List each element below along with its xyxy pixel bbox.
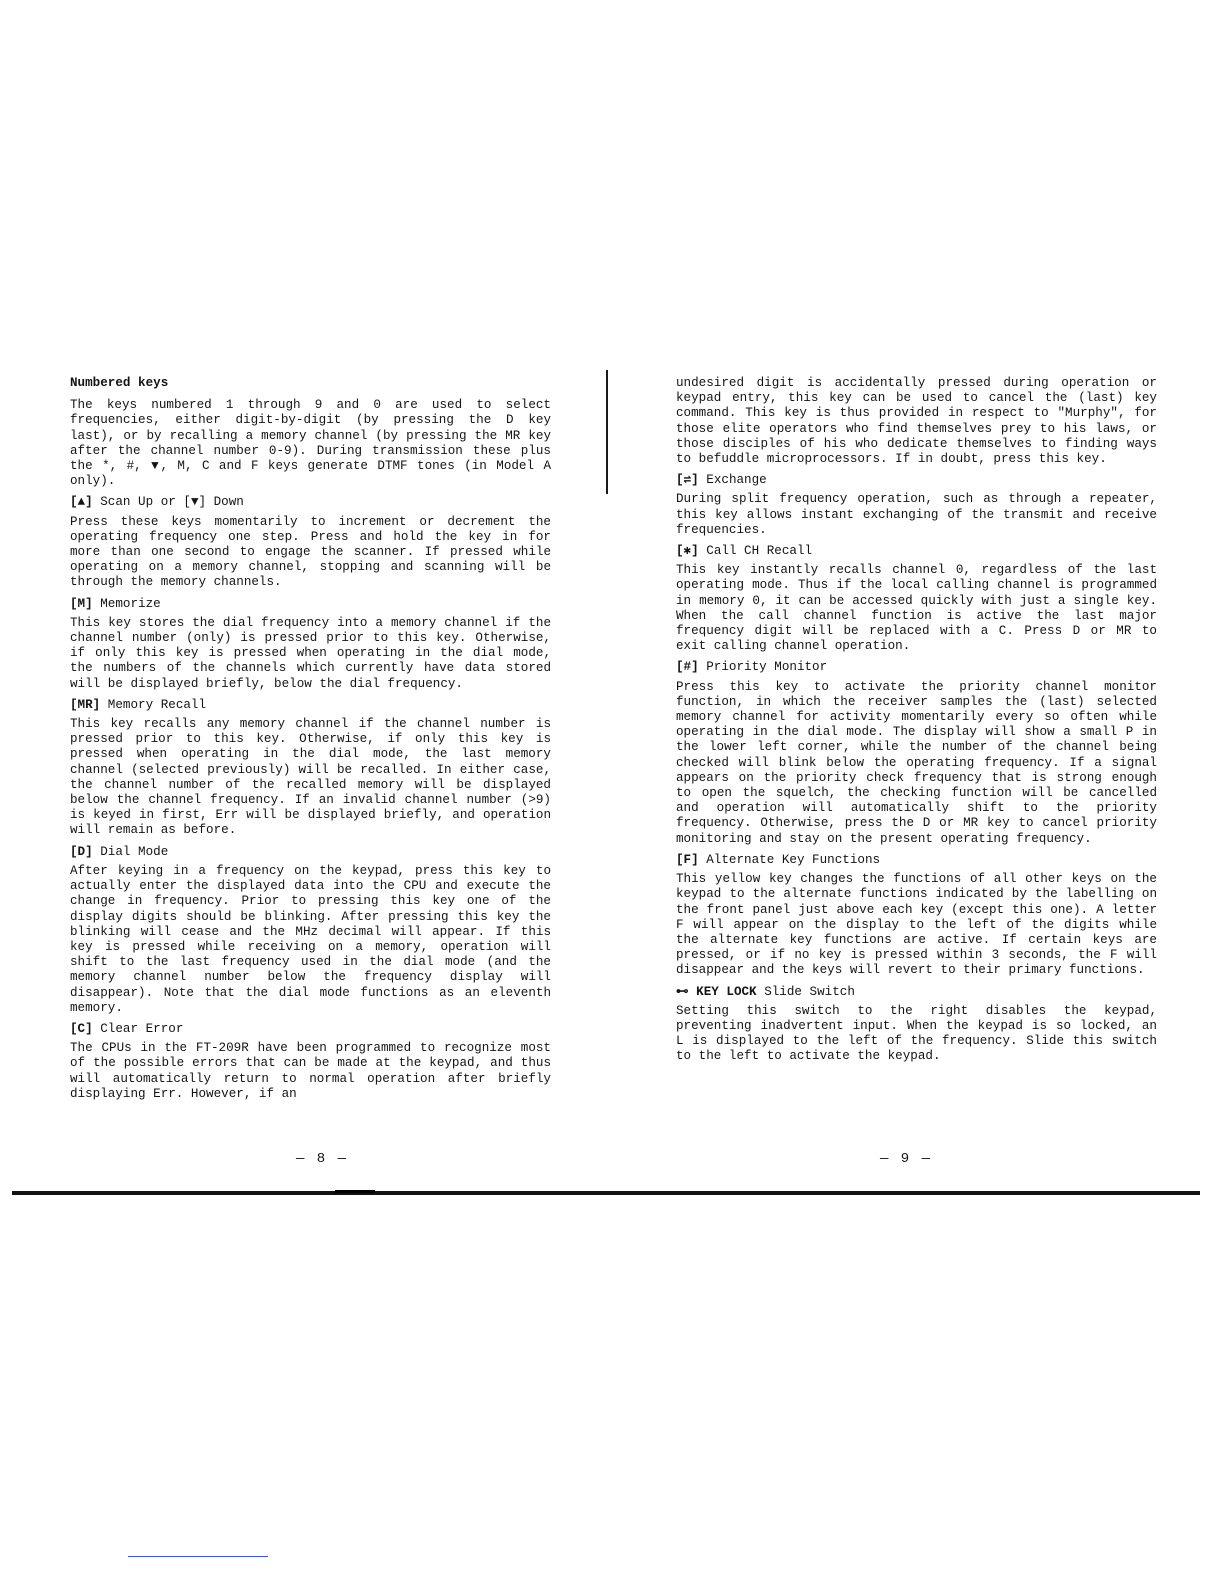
bottom-edge-mark <box>335 1190 375 1193</box>
key-label: [C] <box>70 1021 93 1036</box>
heading-text: Priority Monitor <box>706 660 828 675</box>
dial-mode-paragraph: After keying in a frequency on the keypad, press this key to actually enter the displayed data into the CPU and execute the change in frequency. Prior to pressing this key one of the display digits should be blinking. After pressing this key the blinking will cease and the MHz decimal will appear. If this key is pressed while receiving on a memory, operation will shift to the last frequency used in the dial mode (and the memory channel number below the frequency display will disappear). Note that the dial mode functions as an eleventh memory. <box>70 863 551 1015</box>
heading-text: Clear Error <box>100 1021 184 1036</box>
bottom-edge-rule <box>12 1191 1200 1195</box>
section-title-numbered-keys: Numbered keys <box>70 376 169 390</box>
key-label: [▲] <box>70 495 93 510</box>
heading-text: Memorize <box>100 596 161 611</box>
numbered-keys-paragraph: The keys numbered 1 through 9 and 0 are used to select frequencies, either digit-by-digit (by pressing the D key last), or by recalling a memory channel (by pressing the MR key after the channel number 0-9). During transmission these plus the *, #, ▼, M, C and F keys generate DTMF tones (in Model A only). <box>70 398 551 489</box>
heading-text: Call CH Recall <box>706 544 813 559</box>
heading-text: Alternate Key Functions <box>706 852 881 867</box>
heading-text: Dial Mode <box>100 844 169 859</box>
key-label: [✱] <box>676 544 699 559</box>
left-page <box>70 376 551 1108</box>
alternate-key-paragraph: This yellow key changes the functions of all other keys on the keypad to the alternate functions indicated by the labelling on the front panel just above each key (except this one). A letter F will appear on the display to the left of the digits while the alternate key functions are active. If certain keys are pressed, or if no key is pressed within 3 seconds, the F will disappear and the keys will revert to their primary functions. <box>676 872 1157 978</box>
exchange-paragraph: During split frequency operation, such as through a repeater, this key allows instant exchanging of the transmit and receive frequencies. <box>676 492 1157 537</box>
heading-alternate-key-functions <box>676 853 1157 868</box>
heading-memorize <box>70 597 551 612</box>
page-number-left: — 8 — <box>296 1151 349 1167</box>
heading-text: Scan Up or [▼] Down <box>100 495 244 510</box>
call-ch-recall-paragraph: This key instantly recalls channel 0, regardless of the last operating mode. Thus if the local calling channel is programmed in memory 0, it can be accessed quickly with just a single key. When the call channel function is active the last major frequency digit will be replaced with a C. Press D or MR to exit calling channel operation. <box>676 563 1157 654</box>
memory-recall-paragraph: This key recalls any memory channel if the channel number is pressed prior to this key. Otherwise, if only this key is pressed when operating in the dial mode, the last memory channel (selected previously) will be recalled. In either case, the channel number of the recalled memory will be displayed below the channel frequency. If an invalid channel number (>9) is keyed in first, Err will be displayed briefly, and operation will remain as before. <box>70 717 551 838</box>
heading-scan-up-down <box>70 495 551 510</box>
footer-link-underline <box>128 1556 268 1557</box>
key-label: [F] <box>676 852 699 867</box>
key-label: [D] <box>70 844 93 859</box>
key-label: [M] <box>70 596 93 611</box>
heading-exchange <box>676 473 1157 488</box>
scan-paragraph: Press these keys momentarily to increment or decrement the operating frequency one step. Press and hold the key in for more than one second to engage the scanner. If pressed while operating on a memory channel, stopping and scanning will be through the memory channels. <box>70 514 551 590</box>
clear-error-paragraph: The CPUs in the FT-209R have been programmed to recognize most of the possible errors that can be made at the keypad, and thus will automatically return to normal operation after briefly displaying Err. However, if an <box>70 1041 551 1101</box>
priority-monitor-paragraph: Press this key to activate the priority channel monitor function, in which the receiver samples the (last) selected memory channel for activity momentarily every so often while operating in the dial mode. The display will show a small P in the lower left corner, while the number of the channel being checked will blink below the operating frequency. If a signal appears on the priority check frequency that is strong enough to open the squelch, the checking function will be cancelled and operation will automatically shift to the priority frequency. Otherwise, press the D or MR key to cancel priority monitoring and stay on the present operating frequency. <box>676 679 1157 846</box>
heading-text: Slide Switch <box>764 984 855 999</box>
page-number-right: — 9 — <box>880 1151 933 1167</box>
heading-memory-recall <box>70 698 551 713</box>
memorize-paragraph: This key stores the dial frequency into a memory channel if the channel number (only) is pressed prior to this key. Otherwise, if only this key is pressed when operating in the dial mode, the numbers of the channels which currently have data stored will be displayed briefly, below the dial frequency. <box>70 615 551 691</box>
continuation-paragraph: undesired digit is accidentally pressed during operation or keypad entry, this key can be used to cancel the (last) key command. This key is thus provided in respect to "Murphy", for those elite operators who find themselves prey to his laws, or those disciples of his who dedicate themselves to finding ways to befuddle microprocessors. If in doubt, press this key. <box>676 376 1157 467</box>
key-label: [#] <box>676 660 699 675</box>
heading-key-lock <box>676 985 1157 1000</box>
key-lock-label: ⊷ KEY LOCK <box>676 984 757 999</box>
key-lock-paragraph: Setting this switch to the right disables the keypad, preventing inadvertent input. When the keypad is so locked, an L is displayed to the left of the frequency. Slide this switch to the left to activate the keypad. <box>676 1003 1157 1064</box>
right-page <box>676 376 1157 1071</box>
key-label: [⇌] <box>676 473 699 488</box>
heading-priority-monitor <box>676 660 1157 675</box>
heading-call-ch-recall <box>676 544 1157 559</box>
key-label: [MR] <box>70 697 101 712</box>
page-fold-line <box>606 370 608 494</box>
heading-text: Memory Recall <box>107 697 207 712</box>
heading-dial-mode <box>70 845 551 860</box>
heading-text: Exchange <box>706 473 767 488</box>
heading-clear-error <box>70 1022 551 1037</box>
